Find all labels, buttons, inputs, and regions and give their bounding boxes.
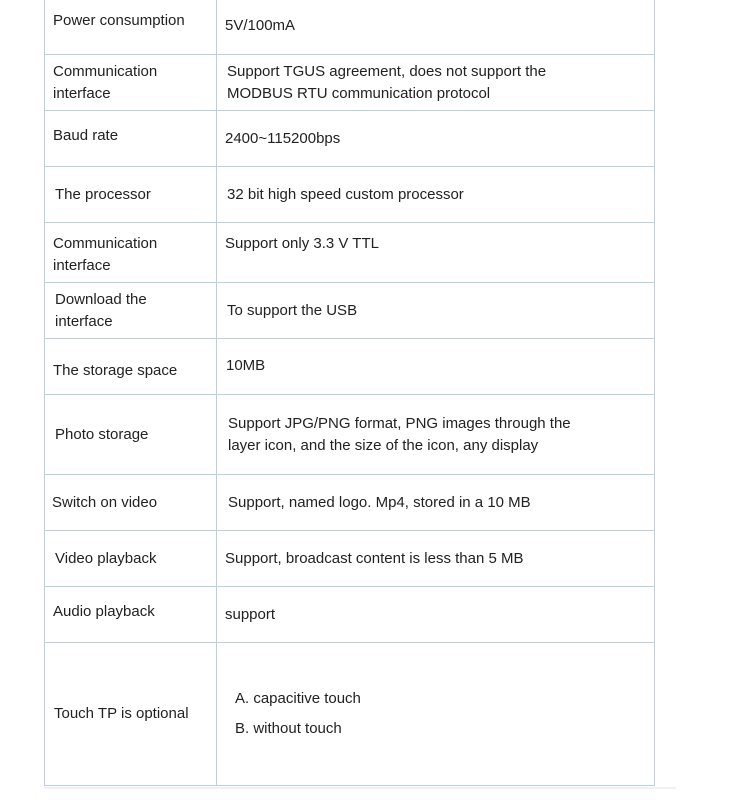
spec-label <box>45 283 217 338</box>
spec-label <box>45 643 217 785</box>
spec-row-power-consumption <box>45 0 654 55</box>
spec-row-storage-space <box>45 339 654 395</box>
spec-value-text: Support JPG/PNG format, PNG images through the <box>228 414 571 432</box>
spec-label <box>45 167 217 222</box>
spec-label-text: Power consumption <box>53 12 185 29</box>
spec-value-text: Support, broadcast content is less than 5 MB <box>225 549 524 567</box>
spec-label-text: The storage space <box>53 362 178 379</box>
spec-label-text: Communication <box>53 235 158 252</box>
spec-row-audio-playback <box>45 587 654 643</box>
spec-value-text: MODBUS RTU communication protocol <box>227 84 491 102</box>
spec-value-text: Support TGUS agreement, does not support the <box>227 62 547 80</box>
spec-label <box>45 339 217 394</box>
spec-value <box>217 475 654 530</box>
spec-value <box>217 167 654 222</box>
spec-label-text: interface <box>53 257 111 274</box>
spec-row-video-playback <box>45 531 654 587</box>
spec-label-text: Video playback <box>55 549 157 567</box>
spec-label <box>45 55 217 110</box>
spec-label-text: The processor <box>55 185 151 203</box>
spec-row-baud-rate <box>45 111 654 167</box>
spec-value-text: Support only 3.3 V TTL <box>225 235 379 252</box>
spec-value <box>217 283 654 338</box>
spec-value <box>217 643 654 785</box>
spec-label-text: Touch TP is optional <box>54 705 189 722</box>
spec-row-communication-interface-ttl <box>45 223 654 283</box>
spec-value <box>217 339 654 394</box>
spec-row-download-interface <box>45 283 654 339</box>
touch-option: B. without touch <box>235 720 342 737</box>
spec-value <box>217 55 654 110</box>
spec-value-text: Support, named logo. Mp4, stored in a 10 MB <box>228 493 531 511</box>
spec-value-text: To support the USB <box>227 301 358 319</box>
spec-value-text: 5V/100mA <box>225 17 296 34</box>
touch-option: A. capacitive touch <box>235 690 361 707</box>
spec-value-text: support <box>225 606 276 623</box>
spec-value-text: 2400~115200bps <box>225 130 341 147</box>
spec-row-touch-tp <box>45 643 654 786</box>
spec-value <box>217 111 654 166</box>
spec-table <box>44 0 655 786</box>
spec-value-text: 10MB <box>226 357 266 374</box>
spec-label <box>45 587 217 642</box>
spec-value <box>217 587 654 642</box>
spec-label <box>45 395 217 474</box>
spec-row-processor <box>45 167 654 223</box>
spec-label <box>45 531 217 586</box>
spec-label <box>45 475 217 530</box>
spec-value <box>217 223 654 282</box>
spec-label <box>45 223 217 282</box>
spec-label-text: Download the <box>55 290 147 308</box>
spec-value <box>217 0 654 54</box>
spec-label-text: Photo storage <box>55 425 149 443</box>
spec-label <box>45 111 217 166</box>
spec-label-text: Audio playback <box>53 603 155 620</box>
spec-row-photo-storage <box>45 395 654 475</box>
spec-label-text: Baud rate <box>53 127 119 144</box>
spec-value-text: layer icon, and the size of the icon, any display <box>228 436 539 454</box>
spec-row-switch-on-video <box>45 475 654 531</box>
spec-label-text: Switch on video <box>52 493 158 511</box>
spec-value-text: 32 bit high speed custom processor <box>227 185 464 203</box>
spec-label-text: interface <box>53 84 111 102</box>
spec-label-text: interface <box>55 312 113 330</box>
table-bottom-shadow <box>44 787 676 789</box>
spec-value <box>217 395 654 474</box>
spec-value <box>217 531 654 586</box>
spec-label-text: Communication <box>53 62 158 80</box>
spec-row-communication-interface <box>45 55 654 111</box>
spec-label <box>45 0 217 54</box>
